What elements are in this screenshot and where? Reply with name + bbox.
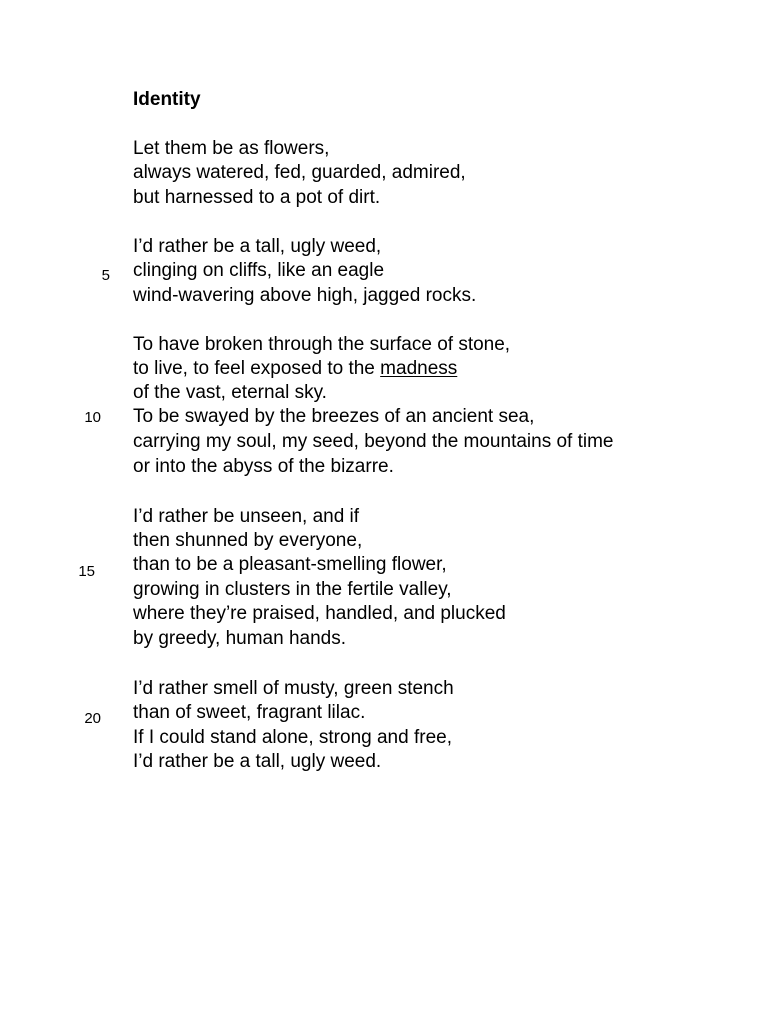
poem-line: To be swayed by the breezes of an ancient sea, — [133, 406, 535, 427]
poem-line — [133, 357, 457, 381]
poem-line: of the vast, eternal sky. — [133, 382, 327, 403]
poem-line: If I could stand alone, strong and free, — [133, 727, 452, 748]
poem-line: I’d rather be a tall, ugly weed, — [133, 236, 382, 257]
poem-title: Identity — [133, 89, 201, 110]
poem-line: I’d rather smell of musty, green stench — [133, 678, 454, 699]
poem-line: then shunned by everyone, — [133, 530, 363, 551]
poem-line: carrying my soul, my seed, beyond the mountains of time — [133, 431, 614, 452]
line-number: 10 — [84, 409, 101, 426]
poem-line: where they’re praised, handled, and plucked — [133, 603, 506, 624]
poem-line: than of sweet, fragrant lilac. — [133, 702, 366, 723]
line-number: 5 — [101, 267, 110, 284]
poem-line: but harnessed to a pot of dirt. — [133, 187, 381, 208]
poem-line: than to be a pleasant-smelling flower, — [133, 554, 447, 575]
poem-line: clinging on cliffs, like an eagle — [133, 260, 385, 281]
line-number: 20 — [84, 710, 101, 727]
poem-line: wind-wavering above high, jagged rocks. — [133, 285, 477, 306]
line-number: 15 — [78, 563, 95, 580]
poem-line: always watered, fed, guarded, admired, — [133, 162, 466, 183]
poem-line: I’d rather be a tall, ugly weed. — [133, 751, 382, 772]
poem-line: To have broken through the surface of stone, — [133, 334, 511, 355]
underlined-word: madness — [380, 358, 458, 379]
poem-line: I’d rather be unseen, and if — [133, 506, 360, 527]
poem-line: by greedy, human hands. — [133, 628, 347, 649]
poem-line: or into the abyss of the bizarre. — [133, 456, 394, 477]
poem-line-text: to live, to feel exposed to the — [133, 358, 381, 379]
poem-line: Let them be as flowers, — [133, 138, 330, 159]
poem-line: growing in clusters in the fertile valley, — [133, 579, 452, 600]
